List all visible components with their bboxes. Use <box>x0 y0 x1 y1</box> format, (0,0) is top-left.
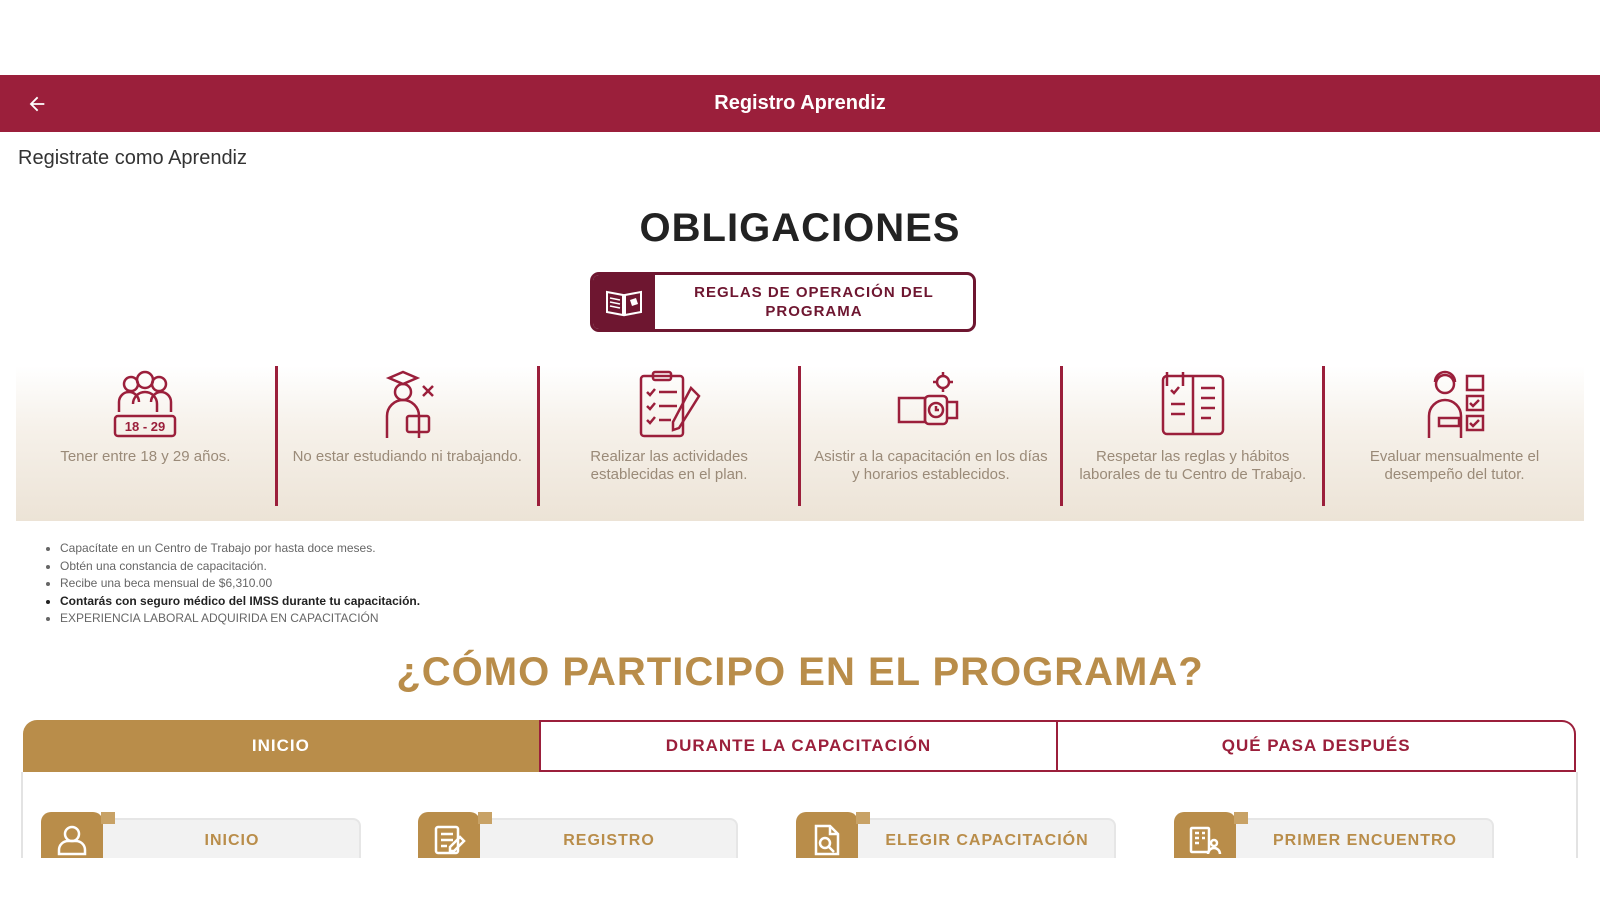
obligaciones-heading: OBLIGACIONES <box>639 206 961 250</box>
step-card-elegir-capacitacion[interactable] <box>796 812 1116 862</box>
obligacion-item <box>1322 366 1584 506</box>
bottom-fade <box>0 858 1600 900</box>
como-participo-heading: ¿CÓMO PARTICIPO EN EL PROGRAMA? <box>396 650 1204 694</box>
participation-tabs <box>23 720 1576 772</box>
people-age-icon <box>105 366 185 444</box>
list-item: • Obtén una constancia de capacitación. <box>60 558 420 576</box>
obligacion-text: Tener entre 18 y 29 años. <box>60 448 231 465</box>
obligacion-text: Respetar las reglas y hábitos laborales de tu Centro de Trabajo. <box>1079 448 1307 483</box>
register-subtitle: Registrate como Aprendiz <box>18 147 248 169</box>
obligacion-text: Realizar las actividades establecidas en el plan. <box>590 448 748 483</box>
graduate-no-icon <box>367 366 447 444</box>
tutor-evaluation-icon <box>1415 366 1495 444</box>
list-item: • Recibe una beca mensual de $6,310.00 <box>60 575 420 593</box>
rule-book-icon <box>1153 366 1233 444</box>
obligacion-text: Evaluar mensualmente el desempeño del tutor. <box>1369 448 1540 483</box>
step-card-inicio[interactable] <box>41 812 361 862</box>
open-book-icon <box>593 275 655 329</box>
step-label: REGISTRO <box>563 832 655 849</box>
obligacion-item <box>16 366 275 521</box>
list-item: • EXPERIENCIA LABORAL ADQUIRIDA EN CAPACITACIÓN <box>60 610 420 628</box>
reglas-operacion-button[interactable] <box>590 272 976 332</box>
step-label: ELEGIR CAPACITACIÓN <box>885 832 1089 849</box>
tab-que-pasa-despues[interactable]: QUÉ PASA DESPUÉS <box>1058 720 1576 772</box>
obligacion-item <box>1060 366 1322 506</box>
obligacion-text: No estar estudiando ni trabajando. <box>292 448 522 465</box>
obligaciones-strip <box>16 366 1584 521</box>
step-label: PRIMER ENCUENTRO <box>1272 832 1457 849</box>
checklist-pencil-icon <box>629 366 709 444</box>
benefits-list <box>40 540 420 628</box>
app-bar <box>0 75 1600 132</box>
svg-text:18 - 29: 18 - 29 <box>125 419 166 434</box>
obligacion-item <box>537 366 799 506</box>
page-title: Registro Aprendiz <box>714 92 886 114</box>
list-item: • Contarás con seguro médico del IMSS durante tu capacitación. <box>60 593 420 611</box>
step-card-registro[interactable] <box>418 812 738 862</box>
obligacion-item <box>275 366 537 506</box>
wrist-clock-icon <box>891 366 971 444</box>
list-item: • Capacítate en un Centro de Trabajo por hasta doce meses. <box>60 540 420 558</box>
step-label: INICIO <box>204 832 260 849</box>
obligacion-item <box>798 366 1060 506</box>
obligacion-text: Asistir a la capacitación en los días y horarios establecidos. <box>814 448 1048 483</box>
tab-durante-capacitacion[interactable]: DURANTE LA CAPACITACIÓN <box>539 720 1059 772</box>
step-card-primer-encuentro[interactable] <box>1174 812 1494 862</box>
reglas-operacion-label: REGLAS DE OPERACIÓN DEL PROGRAMA <box>694 284 934 320</box>
tab-inicio[interactable]: INICIO <box>23 720 539 772</box>
